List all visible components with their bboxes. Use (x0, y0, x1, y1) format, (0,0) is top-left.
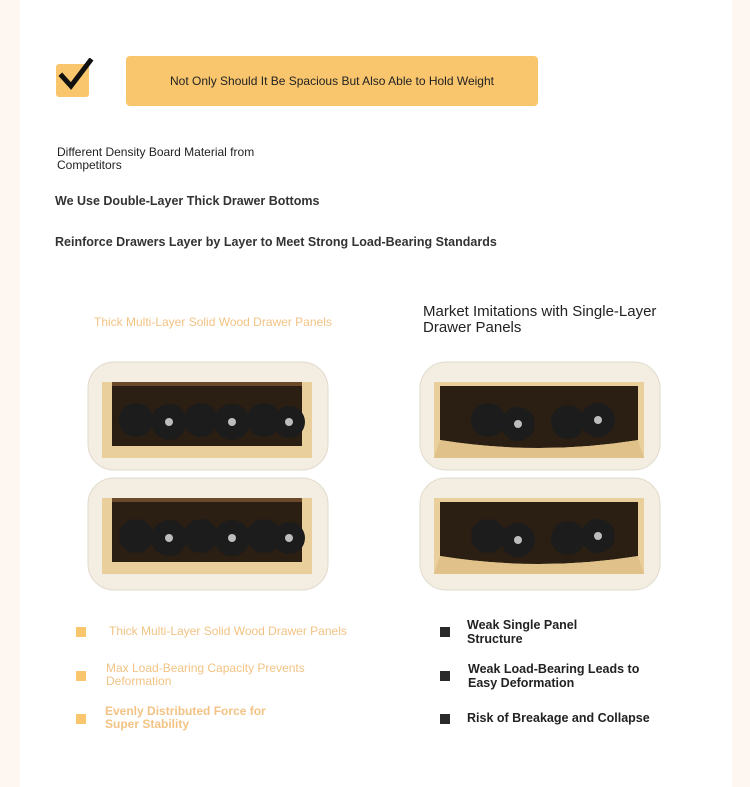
left-bullet-icon (76, 714, 86, 724)
right-caption: Market Imitations with Single-Layer Drawer Panels (423, 303, 657, 336)
right-bullet-icon (440, 671, 450, 681)
left-cabinet-image (86, 360, 332, 596)
double-layer-text: We Use Double-Layer Thick Drawer Bottoms (55, 194, 320, 208)
reinforce-text: Reinforce Drawers Layer by Layer to Meet Strong Load-Bearing Standards (55, 235, 497, 249)
left-feature-1: Thick Multi-Layer Solid Wood Drawer Panels (109, 624, 347, 638)
headline-banner: Not Only Should It Be Spacious But Also Able to Hold Weight (126, 56, 538, 106)
right-feature-2: Weak Load-Bearing Leads to Easy Deformation (468, 662, 640, 690)
left-feature-2: Max Load-Bearing Capacity Prevents Deformation (106, 661, 305, 688)
left-bullet-icon (76, 671, 86, 681)
left-caption: Thick Multi-Layer Solid Wood Drawer Panels (94, 315, 332, 329)
left-feature-3: Evenly Distributed Force for Super Stability (105, 704, 266, 731)
right-cabinet-image (418, 360, 664, 596)
checkmark-icon (56, 64, 89, 97)
right-feature-3: Risk of Breakage and Collapse (467, 711, 650, 725)
competitors-text: Different Density Board Material from Competitors (57, 145, 255, 172)
right-bullet-icon (440, 627, 450, 637)
left-bullet-icon (76, 627, 86, 637)
right-feature-1: Weak Single Panel Structure (467, 618, 578, 646)
right-bullet-icon (440, 714, 450, 724)
page-panel (20, 0, 732, 787)
